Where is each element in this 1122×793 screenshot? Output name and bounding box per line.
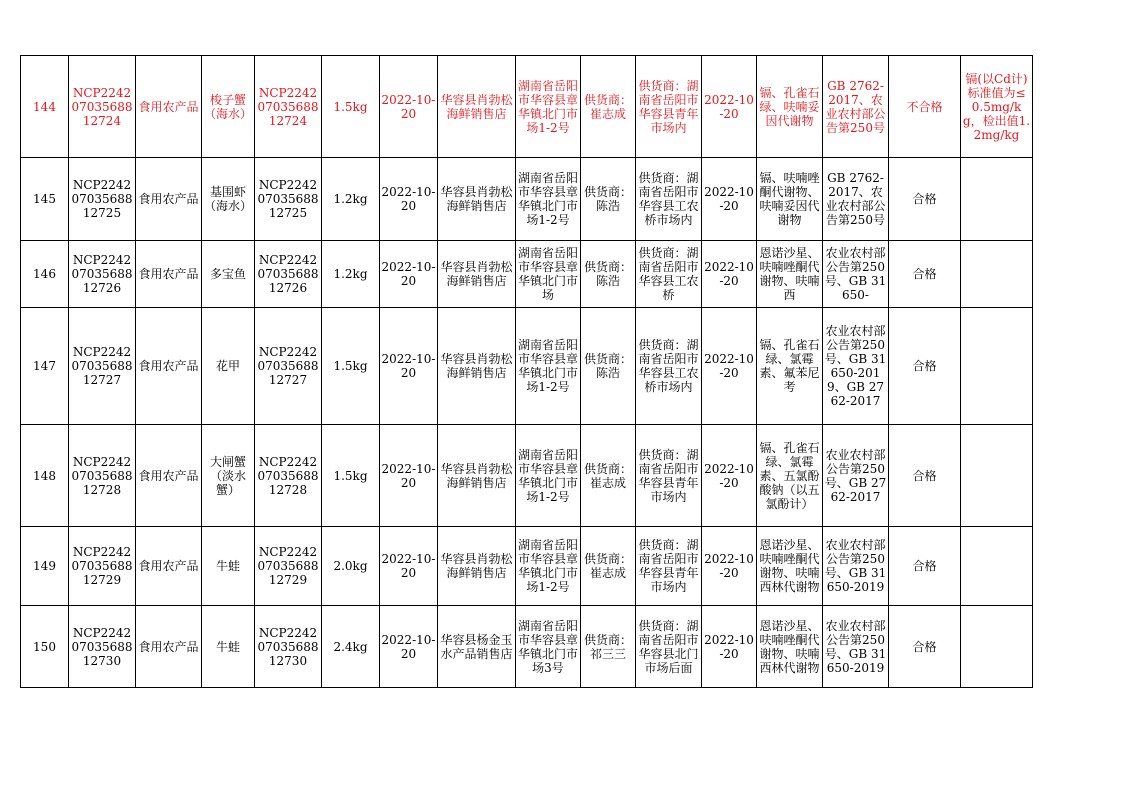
cell-qty: [322, 241, 380, 308]
cell-date: [380, 308, 438, 425]
cell-text: 农业农村部公告第250号、GB 31650-2019、GB 2762-2017: [824, 324, 887, 408]
cell-text: 华容县肖勃松海鲜销售店: [440, 260, 513, 288]
cell-text: 1.5kg: [333, 359, 368, 373]
cell-text: 供货商：祁三三: [583, 632, 632, 661]
cell-result: [889, 308, 961, 425]
cell-text: 2022-10-20: [381, 461, 436, 490]
cell-standard: [823, 425, 889, 527]
cell-qty: [322, 158, 380, 241]
cell-date: [380, 425, 438, 527]
cell-text: 湖南省岳阳市华容县章华镇北门市场1-2号: [517, 447, 578, 504]
cell-address: [516, 606, 581, 688]
cell-food: [202, 308, 255, 425]
cell-text: 华容县肖勃松海鲜销售店: [440, 461, 513, 490]
cell-items: [757, 308, 823, 425]
cell-category: [136, 56, 202, 158]
cell-text: 2022-10-20: [381, 552, 436, 580]
cell-text: 145: [33, 192, 56, 206]
cell-text: 合格: [912, 359, 937, 373]
cell-supplier-addr: [636, 308, 702, 425]
cell-note: [961, 606, 1033, 688]
cell-text: 华容县肖勃松海鲜销售店: [440, 352, 513, 380]
table-row: [21, 241, 1033, 308]
table-row: [21, 527, 1033, 606]
cell-category: [136, 158, 202, 241]
table-row: [21, 425, 1033, 527]
cell-standard: [823, 527, 889, 606]
cell-check-date: [702, 425, 757, 527]
cell-text: NCP22420703568812725: [71, 178, 133, 220]
cell-food: [202, 606, 255, 688]
cell-category: [136, 527, 202, 606]
cell-sample-no: [255, 158, 322, 241]
cell-text: 恩诺沙星、呋喃唑酮代谢物、呋喃西: [759, 246, 820, 302]
cell-no: [21, 308, 69, 425]
cell-check-date: [702, 158, 757, 241]
cell-text: 镉、孔雀石绿、呋喃妥因代谢物: [759, 85, 820, 128]
cell-address: [516, 158, 581, 241]
cell-address: [516, 241, 581, 308]
table-row: [21, 56, 1033, 158]
cell-text: 恩诺沙星、呋喃唑酮代谢物、呋喃西林代谢物: [759, 538, 820, 594]
cell-sample-no: [255, 606, 322, 688]
table-row: [21, 158, 1033, 241]
cell-result: [889, 56, 961, 158]
cell-text: 供货商：崔志成: [583, 552, 632, 580]
cell-text: NCP22420703568812726: [257, 253, 319, 295]
cell-text: 供货商：崔志成: [583, 92, 632, 121]
cell-code: [69, 56, 136, 158]
cell-text: 湖南省岳阳市华容县章华镇北门市场1-2号: [517, 538, 578, 594]
cell-result: [889, 425, 961, 527]
cell-supplier: [581, 56, 636, 158]
cell-text: 供货商：湖南省岳阳市华容县青年市场内: [638, 447, 699, 504]
cell-qty: [322, 606, 380, 688]
cell-text: 2022-10-20: [704, 461, 754, 490]
cell-no: [21, 425, 69, 527]
cell-text: NCP22420703568812729: [257, 545, 319, 587]
cell-note: [961, 425, 1033, 527]
table-row: [21, 308, 1033, 425]
cell-food: [202, 241, 255, 308]
cell-text: 镉(以Cd计)标准值为≤0.5mg/kg，检出值1.2mg/kg: [962, 71, 1031, 142]
cell-category: [136, 241, 202, 308]
cell-standard: [823, 308, 889, 425]
cell-no: [21, 527, 69, 606]
cell-text: 2022-10-20: [381, 632, 436, 661]
cell-address: [516, 56, 581, 158]
cell-sample-no: [255, 56, 322, 158]
cell-text: 供货商：湖南省岳阳市华容县工农桥: [638, 246, 699, 302]
cell-text: 2022-10-20: [704, 260, 754, 288]
cell-supplier-addr: [636, 56, 702, 158]
cell-text: 2022-10-20: [381, 185, 436, 213]
cell-text: NCP22420703568812729: [71, 545, 133, 587]
cell-text: 2022-10-20: [704, 552, 754, 580]
cell-result: [889, 158, 961, 241]
cell-text: 2.0kg: [333, 559, 368, 573]
cell-text: 供货商：湖南省岳阳市华容县青年市场内: [638, 78, 699, 135]
cell-text: NCP22420703568812728: [257, 454, 319, 497]
cell-text: NCP22420703568812727: [71, 345, 133, 387]
cell-sample-no: [255, 425, 322, 527]
cell-text: GB 2762-2017、农业农村部公告第250号: [825, 171, 886, 227]
cell-items: [757, 56, 823, 158]
cell-supplier-addr: [636, 158, 702, 241]
cell-standard: [823, 158, 889, 241]
cell-text: 供货商：崔志成: [583, 461, 632, 490]
cell-text: 食用农产品: [138, 267, 199, 281]
cell-text: 2022-10-20: [381, 92, 436, 121]
cell-supplier: [581, 158, 636, 241]
cell-code: [69, 308, 136, 425]
cell-category: [136, 308, 202, 425]
cell-items: [757, 606, 823, 688]
cell-standard: [823, 56, 889, 158]
cell-text: 1.5kg: [333, 468, 368, 483]
cell-category: [136, 425, 202, 527]
cell-text: NCP22420703568812725: [257, 178, 319, 220]
cell-code: [69, 425, 136, 527]
cell-text: 湖南省岳阳市华容县章华镇北门市场1-2号: [517, 171, 578, 227]
cell-result: [889, 241, 961, 308]
cell-note: [961, 241, 1033, 308]
cell-supplier: [581, 241, 636, 308]
cell-text: 2022-10-20: [704, 185, 754, 213]
cell-text: 农业农村部公告第250号、GB 31650-: [824, 246, 887, 302]
cell-text: 147: [33, 359, 56, 373]
cell-result: [889, 606, 961, 688]
cell-text: 华容县肖勃松海鲜销售店: [440, 552, 513, 580]
cell-text: 供货商：陈浩: [583, 352, 632, 380]
cell-text: 镉、孔雀石绿、氯霉素、五氯酚酸钠（以五氯酚计）: [759, 440, 820, 511]
cell-seller: [438, 56, 516, 158]
cell-food: [202, 56, 255, 158]
cell-text: 149: [33, 559, 56, 573]
cell-address: [516, 527, 581, 606]
cell-text: 2022-10-20: [381, 260, 436, 288]
cell-address: [516, 425, 581, 527]
cell-text: 湖南省岳阳市华容县章华镇北门市场: [517, 246, 578, 302]
cell-text: 144: [33, 99, 56, 114]
cell-check-date: [702, 606, 757, 688]
cell-seller: [438, 308, 516, 425]
cell-text: 华容县杨金玉水产品销售店: [440, 632, 513, 661]
cell-text: 花甲: [215, 359, 240, 373]
cell-no: [21, 606, 69, 688]
cell-address: [516, 308, 581, 425]
cell-text: 湖南省岳阳市华容县章华镇北门市场1-2号: [517, 78, 578, 135]
cell-code: [69, 158, 136, 241]
cell-note: [961, 308, 1033, 425]
cell-code: [69, 241, 136, 308]
cell-supplier: [581, 425, 636, 527]
cell-text: 农业农村部公告第250号、GB 31650-2019: [824, 538, 887, 594]
cell-date: [380, 158, 438, 241]
cell-text: 湖南省岳阳市华容县章华镇北门市场3号: [517, 618, 578, 675]
cell-supplier-addr: [636, 425, 702, 527]
cell-text: 镉、孔雀石绿、氯霉素、氟苯尼考: [759, 338, 820, 394]
cell-date: [380, 606, 438, 688]
cell-text: 2022-10-20: [704, 632, 754, 661]
cell-check-date: [702, 308, 757, 425]
cell-text: 2.4kg: [333, 639, 368, 654]
cell-supplier-addr: [636, 606, 702, 688]
cell-sample-no: [255, 527, 322, 606]
cell-date: [380, 241, 438, 308]
cell-seller: [438, 158, 516, 241]
cell-text: 合格: [912, 192, 937, 206]
cell-text: 合格: [912, 468, 937, 483]
cell-supplier: [581, 606, 636, 688]
cell-text: GB 2762-2017、农业农村部公告第250号: [825, 78, 886, 135]
cell-items: [757, 425, 823, 527]
cell-text: 食用农产品: [138, 359, 199, 373]
cell-text: 食用农产品: [138, 99, 199, 114]
cell-text: 镉、呋喃唑酮代谢物、呋喃妥因代谢物: [759, 171, 820, 227]
cell-text: 供货商：湖南省岳阳市华容县北门市场后面: [638, 618, 699, 675]
cell-qty: [322, 56, 380, 158]
cell-text: 2022-10-20: [704, 92, 754, 121]
cell-supplier: [581, 527, 636, 606]
cell-standard: [823, 241, 889, 308]
cell-seller: [438, 425, 516, 527]
cell-date: [380, 56, 438, 158]
cell-standard: [823, 606, 889, 688]
cell-text: 合格: [912, 559, 937, 573]
cell-qty: [322, 527, 380, 606]
cell-text: 1.2kg: [333, 192, 368, 206]
cell-text: 华容县肖勃松海鲜销售店: [440, 185, 513, 213]
cell-text: 多宝鱼: [209, 267, 246, 281]
cell-note: [961, 158, 1033, 241]
cell-date: [380, 527, 438, 606]
cell-result: [889, 527, 961, 606]
cell-text: 食用农产品: [138, 192, 199, 206]
cell-qty: [322, 425, 380, 527]
cell-check-date: [702, 527, 757, 606]
cell-note: [961, 527, 1033, 606]
cell-sample-no: [255, 241, 322, 308]
cell-text: 2022-10-20: [704, 352, 754, 380]
cell-no: [21, 56, 69, 158]
cell-text: 基围虾（海水）: [203, 185, 252, 213]
inspection-results-table: [20, 55, 1033, 688]
cell-text: 大闸蟹（淡水蟹）: [209, 454, 246, 497]
cell-seller: [438, 527, 516, 606]
cell-supplier-addr: [636, 527, 702, 606]
table-row: [21, 606, 1033, 688]
cell-food: [202, 527, 255, 606]
cell-text: 1.5kg: [333, 99, 368, 114]
cell-code: [69, 527, 136, 606]
cell-category: [136, 606, 202, 688]
cell-text: 1.2kg: [333, 267, 368, 281]
cell-text: 食用农产品: [138, 559, 199, 573]
cell-note: [961, 56, 1033, 158]
cell-text: 供货商：湖南省岳阳市华容县青年市场内: [638, 538, 699, 594]
cell-items: [757, 527, 823, 606]
cell-items: [757, 241, 823, 308]
cell-check-date: [702, 56, 757, 158]
cell-text: 2022-10-20: [381, 352, 436, 380]
cell-text: 农业农村部公告第250号、GB 31650-2019: [824, 618, 887, 675]
cell-supplier-addr: [636, 241, 702, 308]
cell-text: 农业农村部公告第250号、GB 2762-2017: [824, 447, 887, 504]
cell-text: 供货商：湖南省岳阳市华容县工农桥市场内: [638, 338, 699, 394]
cell-seller: [438, 241, 516, 308]
cell-text: 食用农产品: [138, 468, 199, 483]
cell-items: [757, 158, 823, 241]
cell-text: 牛蛙: [215, 559, 240, 573]
cell-qty: [322, 308, 380, 425]
cell-text: 148: [33, 468, 56, 483]
cell-text: 恩诺沙星、呋喃唑酮代谢物、呋喃西林代谢物: [759, 618, 820, 675]
cell-text: NCP22420703568812728: [71, 454, 133, 497]
cell-no: [21, 241, 69, 308]
cell-text: 食用农产品: [138, 639, 199, 654]
cell-text: NCP22420703568812730: [71, 625, 133, 668]
cell-text: 供货商：陈浩: [583, 260, 632, 288]
cell-check-date: [702, 241, 757, 308]
cell-food: [202, 158, 255, 241]
cell-text: NCP22420703568812726: [71, 253, 133, 295]
cell-text: 合格: [912, 267, 937, 281]
cell-supplier: [581, 308, 636, 425]
cell-text: NCP22420703568812724: [257, 85, 319, 128]
cell-text: 湖南省岳阳市华容县章华镇北门市场1-2号: [517, 338, 578, 394]
cell-text: 牛蛙: [215, 639, 240, 654]
cell-no: [21, 158, 69, 241]
cell-text: NCP22420703568812727: [257, 345, 319, 387]
cell-text: NCP22420703568812730: [257, 625, 319, 668]
cell-seller: [438, 606, 516, 688]
cell-text: 供货商：湖南省岳阳市华容县工农桥市场内: [638, 171, 699, 227]
cell-sample-no: [255, 308, 322, 425]
cell-text: 不合格: [906, 99, 943, 114]
cell-text: NCP22420703568812724: [71, 85, 133, 128]
cell-text: 146: [33, 267, 56, 281]
cell-text: 梭子蟹（海水）: [203, 92, 252, 121]
cell-text: 华容县肖勃松海鲜销售店: [440, 92, 513, 121]
cell-code: [69, 606, 136, 688]
cell-text: 合格: [912, 639, 937, 654]
cell-text: 供货商：陈浩: [583, 185, 632, 213]
cell-food: [202, 425, 255, 527]
cell-text: 150: [33, 639, 56, 654]
